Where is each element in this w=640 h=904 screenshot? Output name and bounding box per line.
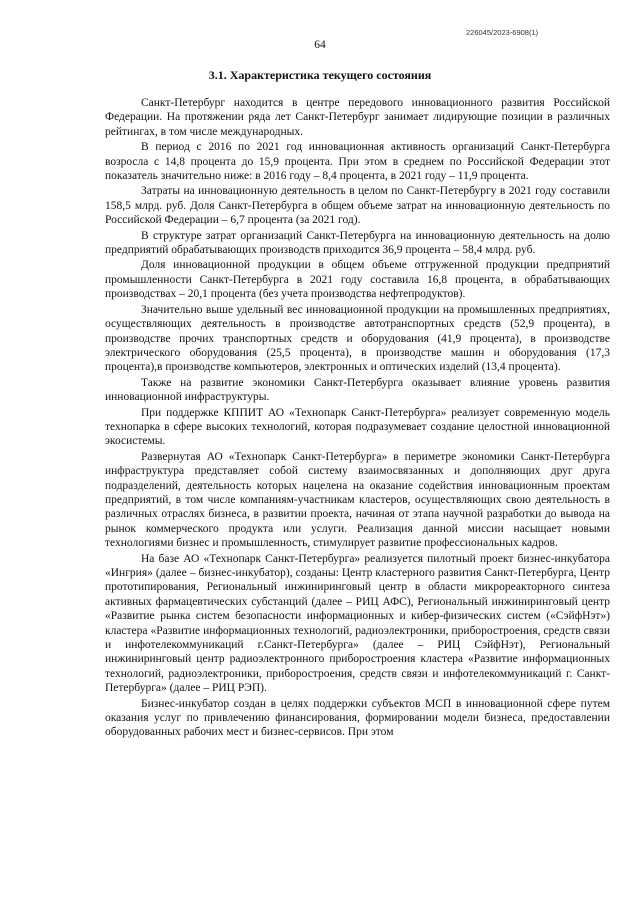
paragraph: При поддержке КППИТ АО «Технопарк Санкт-Петербурга» реализует современную модель технопарка в сфере высоких технологий, которая подразумевает создание целостной инновационной экосистемы.: [105, 406, 610, 448]
section-title: 3.1. Характеристика текущего состояния: [208, 68, 432, 82]
paragraph: Бизнес-инкубатор создан в целях поддержки субъектов МСП в инновационной сфере путем оказания услуг по привлечению финансирования, формировании модели бизнеса, предоставлении оборудованных рабочих мест и бизнес-сервисов. При этом: [105, 697, 610, 739]
paragraph: Доля инновационной продукции в общем объеме отгруженной продукции предприятий промышленности Санкт-Петербурга в 2021 году составила 16,8 процента, в обрабатывающих производствах – 20,1 процента (без учета производства нефтепродуктов).: [105, 259, 610, 301]
paragraph: В структуре затрат организаций Санкт-Петербурга на инновационную деятельность на долю предприятий обрабатывающих производств приходится 36,9 процента – 58,4 млрд. руб.: [105, 229, 610, 257]
paragraph: Санкт-Петербург находится в центре передового инновационного развития Российской Федерации. На протяжении ряда лет Санкт-Петербург занимает лидирующие позиции в различных рейтингах, в том числе международных.: [105, 97, 610, 138]
paragraph: Развернутая АО «Технопарк Санкт-Петербурга» в периметре экономики Санкт-Петербурга инфраструктура представляет собой систему взаимосвязанных и дополняющих друг друга подразделений, деятельность которых нацелена на оказание содействия инновационным проектам предприятий, в том числе компаниям-участникам кластеров, осуществляющих свою деятельность в различных отраслях бизнеса, в развитии проекта, начиная от этапа научной разработки до вывода на рынок коммерческого продукта или услуги. Реализация данной миссии насыщает новыми технологиями бизнес и промышленность, стимулирует развитие профессиональных кадров.: [105, 450, 610, 550]
paragraph: Значительно выше удельный вес инновационной продукции на промышленных предприятиях, осуществляющих деятельность в производстве автотранспортных средств (52,9 процента), в производстве прочих транспортных средств и оборудования (41,9 процента), в производстве электрического оборудования (25,5 процента), в производстве машин и оборудования (17,3 процента),в производстве компьютеров, электронных и оптических изделий (13,4 процента).: [105, 303, 610, 374]
paragraph: В период с 2016 по 2021 год инновационная активность организаций Санкт-Петербурга возросла с 14,8 процента до 15,9 процента. При этом в среднем по Российской Федерации этот показатель значительно ниже: в 2016 году – 8,4 процента, в 2021 году – 11,9 процента.: [105, 141, 610, 183]
paragraph: Также на развитие экономики Санкт-Петербурга оказывает влияние уровень развития инновационной инфраструктуры.: [105, 376, 610, 404]
document-body: [105, 96, 610, 741]
paragraph: Затраты на инновационную деятельность в целом по Санкт-Петербургу в 2021 году составили 158,5 млрд. руб. Доля Санкт-Петербурга в общем объеме затрат на инновационную деятельность по Российской Федерации – 6,7 процента (за 2021 год).: [105, 185, 610, 227]
page-number: 64: [314, 39, 326, 51]
paragraph: На базе АО «Технопарк Санкт-Петербурга» реализуется пилотный проект бизнес-инкубатора «Ингрия» (далее – бизнес-инкубатор), созданы: Центр кластерного развития Санкт-Петербурга, Центр прототипирования, Региональный инжиниринговый центр в области микрореакторного синтеза активных фармацевтических субстанций (далее – РИЦ АФС), Региональный инжиниринговый центр «Развитие рынка систем безопасности информационных и кибер-физических систем («СэйфНэт») кластера «Развитие информационных технологий, радиоэлектроники, приборостроения, средств связи и инфотелекоммуникаций г.Санкт-Петербурга» (далее – РИЦ СэйфНэт), Региональный инжиниринговый центр радиоэлектронного приборостроения кластера «Развитие информационных технологий, радиоэлектроники, приборостроения, средств связи и инфотелекоммуникаций г. Санкт-Петербурга» (далее – РИЦ РЭП).: [105, 552, 610, 695]
document-id: 226045/2023-6908(1): [466, 28, 539, 37]
